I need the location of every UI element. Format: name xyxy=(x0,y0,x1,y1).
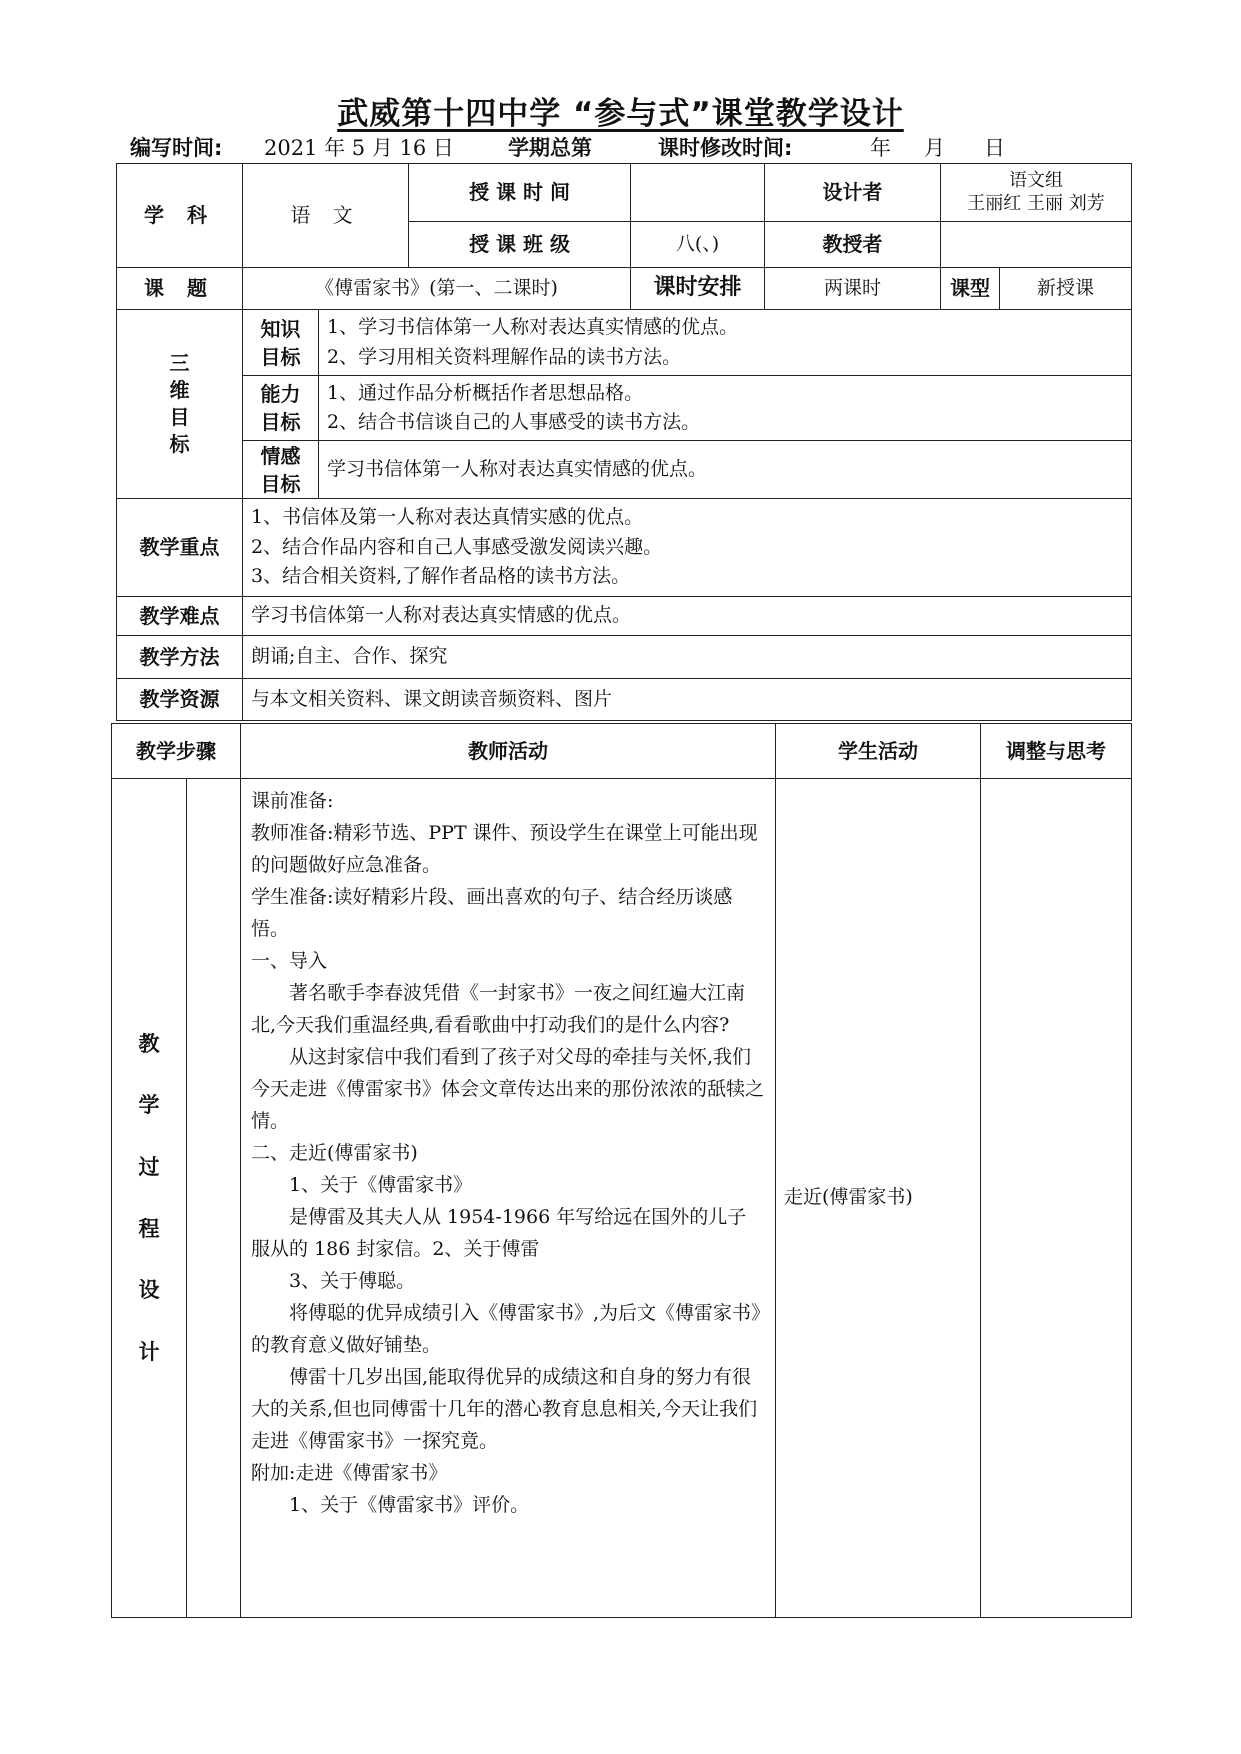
write-time-value: 2021 年 5 月 16 日 xyxy=(264,136,454,160)
teacher-paragraph: 课前准备: xyxy=(251,790,334,812)
teacher-activity-header: 教师活动 xyxy=(241,724,776,779)
student-activity-header: 学生活动 xyxy=(776,724,981,779)
knowledge-goal-label: 知识 目标 xyxy=(243,310,319,376)
lesson-info-table xyxy=(116,163,1132,721)
class-group-label: 授 课 班 级 xyxy=(409,222,631,268)
teacher-paragraph: 一、导入 xyxy=(251,950,328,972)
difficulty-text: 学习书信体第一人称对表达真实情感的优点。 xyxy=(243,597,1132,636)
revise-year: 年 xyxy=(870,136,891,160)
teacher-label: 教授者 xyxy=(765,222,941,268)
teacher-value xyxy=(941,222,1132,268)
lesson-type-label: 课型 xyxy=(941,268,1000,310)
steps-header: 教学步骤 xyxy=(112,724,241,779)
reflection-header: 调整与思考 xyxy=(981,724,1132,779)
designer-group: 语文组 xyxy=(1009,170,1064,191)
topic-label: 课 题 xyxy=(117,268,243,310)
lesson-type-value: 新授课 xyxy=(1000,268,1132,310)
emotion-goal-label: 情感 目标 xyxy=(243,441,319,499)
emotion-goal-text: 学习书信体第一人称对表达真实情感的优点。 xyxy=(319,441,1132,499)
teacher-paragraph: 是傅雷及其夫人从 1954-1966 年写给远在国外的儿子服从的 186 封家信。2、关于傅雷 xyxy=(251,1206,747,1260)
resources-text: 与本文相关资料、课文朗读音频资料、图片 xyxy=(243,679,1132,721)
process-sub-column xyxy=(187,779,241,1618)
teacher-paragraph: 将傅聪的优异成绩引入《傅雷家书》,为后文《傅雷家书》的教育意义做好铺垫。 xyxy=(251,1302,761,1356)
reflection-content xyxy=(981,779,1132,1618)
student-activity-content: 走近(傅雷家书) xyxy=(776,779,981,1618)
teacher-activity-content xyxy=(241,779,776,1618)
class-group-value: 八(、) xyxy=(631,222,765,268)
resources-label: 教学资源 xyxy=(117,679,243,721)
revise-time-label: 课时修改时间: xyxy=(658,136,793,160)
teacher-paragraph: 1、关于《傅雷家书》 xyxy=(289,1174,473,1196)
subject-label: 学 科 xyxy=(117,164,243,268)
designer-label: 设计者 xyxy=(765,164,941,222)
process-design-label: 教 学 过 程 设 计 xyxy=(112,779,187,1618)
teaching-process-table xyxy=(111,723,1132,1618)
method-label: 教学方法 xyxy=(117,636,243,679)
term-label: 学期总第 xyxy=(508,136,592,160)
method-text: 朗诵;自主、合作、探究 xyxy=(243,636,1132,679)
knowledge-goal-text: 1、学习书信体第一人称对表达真实情感的优点。 2、学习用相关资料理解作品的读书方法。 xyxy=(319,310,1132,376)
subject-value: 语 文 xyxy=(243,164,409,268)
teacher-paragraph: 著名歌手李春波凭借《一封家书》一夜之间红遍大江南北,今天我们重温经典,看看歌曲中打动我们的是什么内容? xyxy=(251,982,746,1036)
teacher-paragraph: 傅雷十几岁出国,能取得优异的成绩这和自身的努力有很大的关系,但也同傅雷十几年的潜心教育息息相关,今天让我们走进《傅雷家书》一探究竟。 xyxy=(251,1366,758,1452)
schedule-label: 课时安排 xyxy=(631,268,765,310)
key-points-label: 教学重点 xyxy=(117,499,243,597)
revise-day: 日 xyxy=(984,136,1005,160)
difficulty-label: 教学难点 xyxy=(117,597,243,636)
write-time-label: 编写时间: xyxy=(130,136,223,160)
teacher-paragraph: 3、关于傅聪。 xyxy=(289,1270,416,1292)
designer-value xyxy=(941,164,1132,222)
teacher-paragraph: 附加:走进《傅雷家书》 xyxy=(251,1462,448,1484)
goals-label: 三 维 目 标 xyxy=(117,310,243,499)
revise-month: 月 xyxy=(924,136,945,160)
teacher-paragraph: 1、关于《傅雷家书》评价。 xyxy=(289,1494,530,1516)
teacher-paragraph: 二、走近(傅雷家书) xyxy=(251,1142,418,1164)
teacher-paragraph: 教师准备:精彩节选、PPT 课件、预设学生在课堂上可能出现的问题做好应急准备。 xyxy=(251,822,758,876)
class-time-value xyxy=(631,164,765,222)
teacher-paragraph: 从这封家信中我们看到了孩子对父母的牵挂与关怀,我们今天走进《傅雷家书》体会文章传达出来的那份浓浓的舐犊之情。 xyxy=(251,1046,765,1132)
meta-line xyxy=(0,132,1241,164)
class-time-label: 授 课 时 间 xyxy=(409,164,631,222)
key-points-text: 1、书信体及第一人称对表达真情实感的优点。 2、结合作品内容和自己人事感受激发阅读兴趣。 3、结合相关资料,了解作者品格的读书方法。 xyxy=(243,499,1132,597)
topic-value: 《傅雷家书》(第一、二课时) xyxy=(243,268,631,310)
page-title: 武威第十四中学 “参与式”课堂教学设计 xyxy=(337,96,904,132)
designer-names: 王丽红 王丽 刘芳 xyxy=(967,192,1105,214)
teacher-paragraph: 学生准备:读好精彩片段、画出喜欢的句子、结合经历谈感悟。 xyxy=(251,886,733,940)
ability-goal-label: 能力 目标 xyxy=(243,376,319,441)
schedule-value: 两课时 xyxy=(765,268,941,310)
ability-goal-text: 1、通过作品分析概括作者思想品格。 2、结合书信谈自己的人事感受的读书方法。 xyxy=(319,376,1132,441)
